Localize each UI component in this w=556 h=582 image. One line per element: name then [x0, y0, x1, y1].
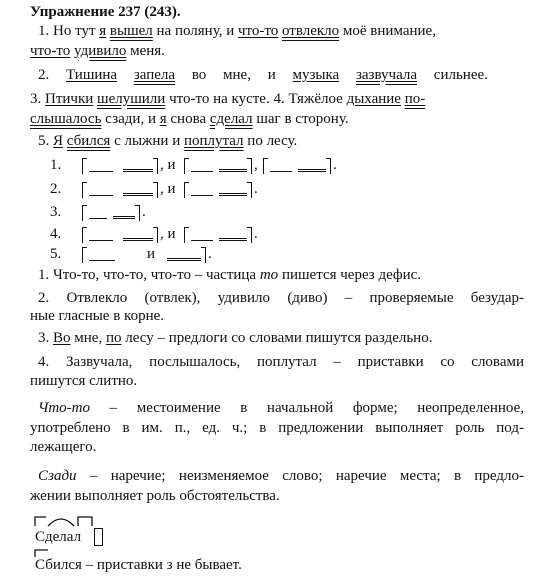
scheme-separator: , [254, 157, 258, 173]
exercise-title: Упражнение 237 (243). [30, 4, 181, 20]
subject-word: что-то [30, 43, 71, 59]
note-1: 1. Что-то, что-то, что-то – частица то пишется через дефис. [38, 267, 422, 283]
predicate-word: сделал [209, 111, 253, 127]
scheme-clause-box [82, 247, 206, 263]
scheme-separator: , и [160, 181, 176, 197]
subject-word: я [159, 111, 167, 127]
note-4-line-1: 4. Зазвучала, послышалось, поплутал – приставки со словами [38, 354, 524, 370]
sentence-1-line-2: что-то удивило меня. [30, 43, 165, 59]
subject-word: Я [53, 133, 64, 149]
analysis-term: Что-то [38, 400, 90, 416]
scheme-clause-box [82, 182, 158, 198]
note-3: 3. Во мне, по лесу – предлоги со словами пишутся раздельно. [38, 330, 433, 346]
scheme-clause-box [82, 158, 158, 174]
note-4-line-2: пишутся слитно. [30, 373, 138, 389]
predicate-word: отвлекло [281, 23, 340, 39]
predicate-word: удивило [74, 43, 127, 59]
sentence-2-line: 2. Тишина запела во мне, и музыка зазвучала сильнее. [38, 67, 488, 83]
predicate-word: по- [404, 91, 426, 107]
scheme-end: . [208, 246, 212, 262]
sentence-1-line-1: 1. Но тут я вышел на поляну, и что-то отвлекло моё внимание, [38, 23, 436, 39]
scheme-number: 2. [50, 181, 62, 197]
analysis-pronoun-line-1: Что-то – местоимение в начальной форме; неопределенное, [38, 400, 524, 416]
subject-word: что-то [237, 23, 279, 39]
morpheme-marks [34, 514, 114, 528]
subject-word: Тишина [66, 67, 118, 83]
predicate-word: вышел [109, 23, 153, 39]
scheme-number: 3. [50, 204, 62, 220]
analysis-adverb-line-1: Сзади – наречие; неизменяемое слово; наречие места; в предло- [38, 468, 524, 484]
subject-word: Птички [45, 91, 94, 107]
scheme-clause-box [184, 227, 252, 243]
analysed-word-sbilsya: Сбился – приставки з не бывает. [35, 557, 242, 573]
scheme-clause-box [184, 158, 252, 174]
sentence-4-line-2: слышалось сзади, и я снова сделал шаг в сторону. [30, 111, 349, 127]
scheme-separator: , и [160, 226, 176, 242]
analysis-pronoun-line-3: лежащего. [30, 439, 97, 455]
predicate-word: сбился [66, 133, 111, 149]
scheme-number: 5. [50, 246, 62, 262]
predicate-word: слышалось [30, 111, 102, 127]
analysis-adverb-line-2: жении выполняет роль обстоятельства. [30, 488, 280, 504]
predicate-word: шелушили [97, 91, 166, 107]
subject-word: музыка [292, 67, 340, 83]
sentence-3-line-1: 3. Птички шелушили что-то на кусте. 4. Тяжёлое дыхание по- [30, 91, 426, 107]
note-2-line-2: ные гласные в корне. [30, 308, 165, 324]
subject-word: я [99, 23, 107, 39]
scheme-end: . [254, 181, 258, 197]
scheme-end: . [142, 204, 146, 220]
predicate-word: запела [133, 67, 176, 83]
sentence-5-line: 5. Я сбился с лыжни и поплутал по лесу. [38, 133, 298, 149]
scheme-end: . [333, 157, 337, 173]
scheme-end: . [254, 226, 258, 242]
scheme-number: 1. [50, 157, 62, 173]
analysis-pronoun-line-2: употреблено в им. п., ед. ч.; в предложении выполняет роль под- [30, 420, 524, 436]
predicate-word: поплутал [183, 133, 244, 149]
analysis-term: Сзади [38, 468, 77, 484]
scheme-clause-box [82, 227, 158, 243]
subject-word: дыхание [346, 91, 401, 107]
predicate-word: зазвучала [355, 67, 418, 83]
scheme-clause-box [263, 158, 331, 174]
scheme-separator: , и [160, 157, 176, 173]
analysed-word-sdelal: Сделал [35, 529, 82, 545]
scheme-clause-box [184, 182, 252, 198]
morpheme-analysis-sdelal [34, 514, 114, 548]
scheme-separator: и [147, 246, 156, 262]
morpheme-analysis-sbilsya [34, 548, 364, 578]
note-2-line-1: 2. Отвлекло (отвлек), удивило (диво) – проверяемые безудар- [38, 290, 524, 306]
ending-box [94, 528, 103, 546]
scheme-number: 4. [50, 226, 62, 242]
scheme-clause-box [82, 205, 140, 221]
